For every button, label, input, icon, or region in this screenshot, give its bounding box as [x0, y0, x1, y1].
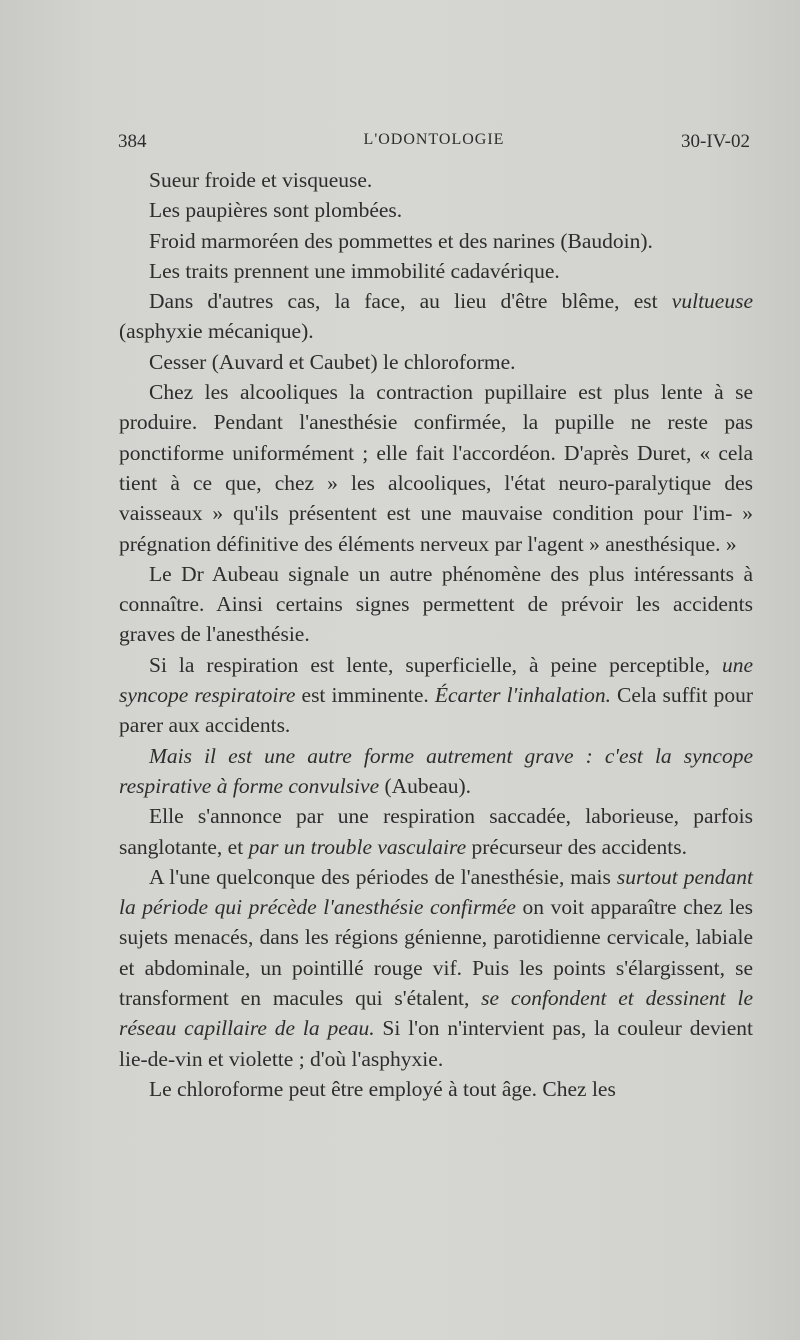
paragraph: A l'une quelconque des périodes de l'anesthésie, mais surtout pendant la période qui précède l'anesthésie confirmée on voit apparaître chez les sujets menacés, dans les régions génienne, parotidienne cervicale, labiale et abdominale, un pointillé rouge vif. Puis les points s'élargissent, se transforment en macules qui s'étalent, se confondent et dessinent le réseau capillaire de la peau. Si l'on n'intervient pas, la couleur devient lie-de-vin et violette ; d'où l'asphyxie.: [119, 864, 753, 1071]
paragraph: Mais il est une autre forme autrement grave : c'est la syncope respirative à forme convulsive (Aubeau).: [119, 743, 753, 798]
journal-title: L'ODONTOLOGIE: [363, 131, 505, 148]
paragraph: Le chloroforme peut être employé à tout âge. Chez les: [149, 1076, 616, 1101]
italic-text: surtout pendant la période qui précède l'anesthésie confirmée: [119, 864, 753, 920]
italic-text: se confondent et dessinent le réseau capillaire de la peau.: [119, 986, 753, 1041]
body-text: [119, 165, 753, 1104]
paragraph: Cesser (Auvard et Caubet) le chloroforme.: [149, 349, 516, 374]
italic-text: une syncope respiratoire: [119, 652, 753, 708]
page-number: 384: [118, 131, 147, 152]
italic-text: vultueuse: [671, 289, 753, 314]
italic-text: par un trouble vasculaire: [248, 834, 467, 859]
paragraph: Sueur froide et visqueuse.: [149, 168, 373, 192]
paragraph: Si la respiration est lente, superficielle, à peine perceptible, une syncope respiratoire est imminente. Écarter l'inhalation. Cela suffit pour parer aux accidents.: [119, 652, 753, 738]
running-head: [118, 131, 750, 159]
paragraph: Dans d'autres cas, la face, au lieu d'être blême, est vultueuse (asphyxie mécanique).: [119, 289, 753, 344]
italic-text: Mais il est une autre forme autrement grave : c'est la syncope respirative à forme convulsive: [119, 743, 753, 798]
paragraph: Froid marmoréen des pommettes et des narines (Baudoin).: [149, 228, 653, 253]
paragraph: Chez les alcooliques la contraction pupillaire est plus lente à se produire. Pendant l'anesthésie confirmée, la pupille ne reste pas ponctiforme uniformément ; elle fait l'accordéon. D'après Duret, « cela tient à ce que, chez » les alcooliques, l'état neuro-paralytique des vaisseaux » qu'ils présentent est une mauvaise condition pour l'im- » prégnation définitive des éléments nerveux par l'agent » anesthésique. »: [119, 380, 753, 556]
paragraph: Elle s'annonce par une respiration saccadée, laborieuse, parfois sanglotante, et par un trouble vasculaire précurseur des accidents.: [119, 804, 753, 859]
issue-date: 30-IV-02: [681, 131, 750, 152]
paragraph: Les traits prennent une immobilité cadavérique.: [149, 258, 560, 283]
italic-text: Écarter l'inhalation.: [434, 683, 611, 708]
paragraph: Le Dr Aubeau signale un autre phénomène des plus intéressants à connaître. Ainsi certains signes permettent de prévoir les accidents graves de l'anesthésie.: [119, 561, 753, 647]
paragraph: Les paupières sont plombées.: [149, 198, 403, 223]
